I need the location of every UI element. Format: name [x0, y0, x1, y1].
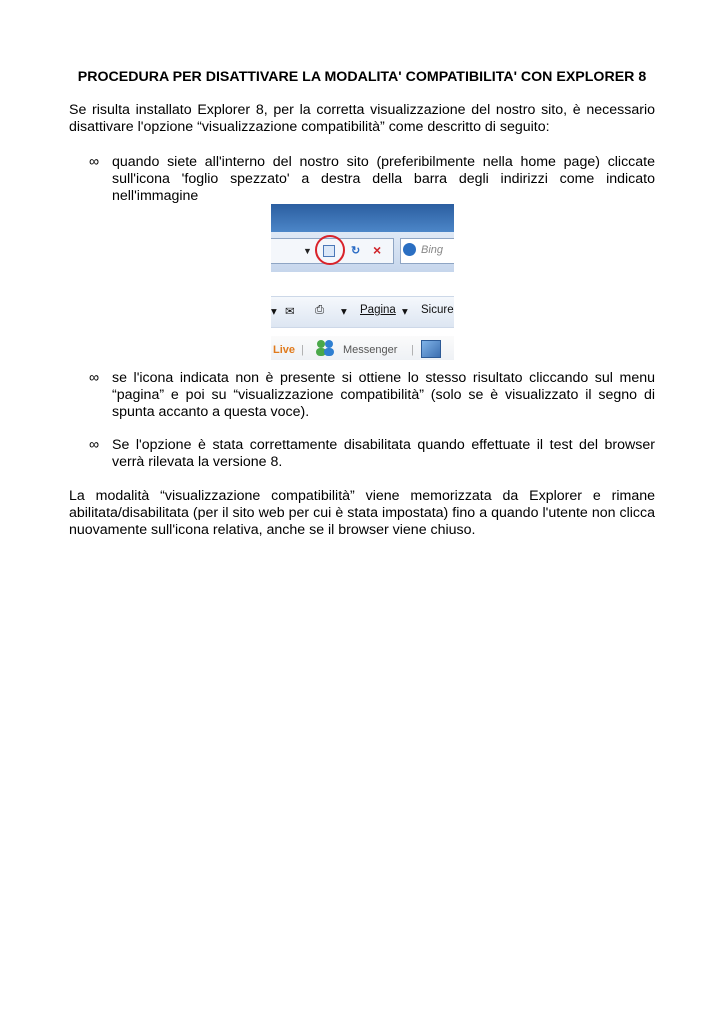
bullet-symbol: ∞ — [89, 154, 100, 170]
mail-icon: ✉ — [285, 306, 295, 318]
list-item-text: quando siete all'interno del nostro sito (preferibilmente nella home page) cliccate sull'icona 'foglio spezzato' a destra della barra degli indirizzi come indicato nell'immagine — [112, 154, 655, 204]
messenger-label: Messenger — [343, 344, 398, 356]
list-item-text: Se l'opzione è stata correttamente disabilitata quando effettuate il test del browser verrà rilevata la versione 8. — [112, 437, 655, 470]
list-item — [89, 370, 655, 421]
intro-paragraph: Se risulta installato Explorer 8, per la corretta visualizzazione del nostro sito, è necessario disattivare l'opzione “visualizzazione compatibilità” come descritto di seguito: — [69, 102, 655, 135]
security-menu-label: Sicure — [421, 304, 454, 316]
separator: | — [301, 344, 304, 356]
page-title: PROCEDURA PER DISATTIVARE LA MODALITA' COMPATIBILITA' CON EXPLORER 8 — [77, 69, 647, 85]
page-menu-label: Pagina — [360, 304, 396, 316]
list-item-text: se l'icona indicata non è presente si ottiene lo stesso risultato cliccando sul menu “pagina” e poi su “visualizzazione compatibilità” (solo se è visualizzato il segno di spunta accanto a questa voce). — [112, 370, 655, 420]
window-frame — [271, 204, 454, 232]
bullet-symbol: ∞ — [89, 437, 100, 453]
closing-paragraph: La modalità “visualizzazione compatibilità” viene memorizzata da Explorer e rimane abilitata/disabilitata (per il sito web per cui è stata impostata) fino a quando l'utente non clicca nuovamente sull'icona relativa, anche se il browser viene chiuso. — [69, 488, 655, 538]
list-item — [89, 154, 655, 205]
print-icon: ⎙ — [315, 304, 325, 316]
highlight-circle — [315, 235, 345, 265]
list-item — [89, 437, 655, 471]
chevron-down-icon: ▾ — [402, 306, 408, 318]
stop-icon: × — [373, 242, 382, 258]
chevron-down-icon: ▾ — [341, 306, 347, 318]
bing-logo-icon — [403, 243, 416, 256]
browser-toolbar-screenshot — [271, 204, 454, 360]
refresh-icon: ↻ — [351, 245, 361, 257]
tab-area — [271, 272, 454, 294]
separator: | — [411, 344, 414, 356]
bullet-symbol: ∞ — [89, 370, 100, 386]
live-label: Live — [273, 344, 296, 356]
window-icon — [421, 340, 441, 358]
chevron-down-icon: ▼ — [303, 246, 312, 256]
messenger-icon — [313, 338, 337, 358]
search-engine-label: Bing — [421, 244, 444, 256]
chevron-down-icon: ▾ — [271, 306, 277, 318]
